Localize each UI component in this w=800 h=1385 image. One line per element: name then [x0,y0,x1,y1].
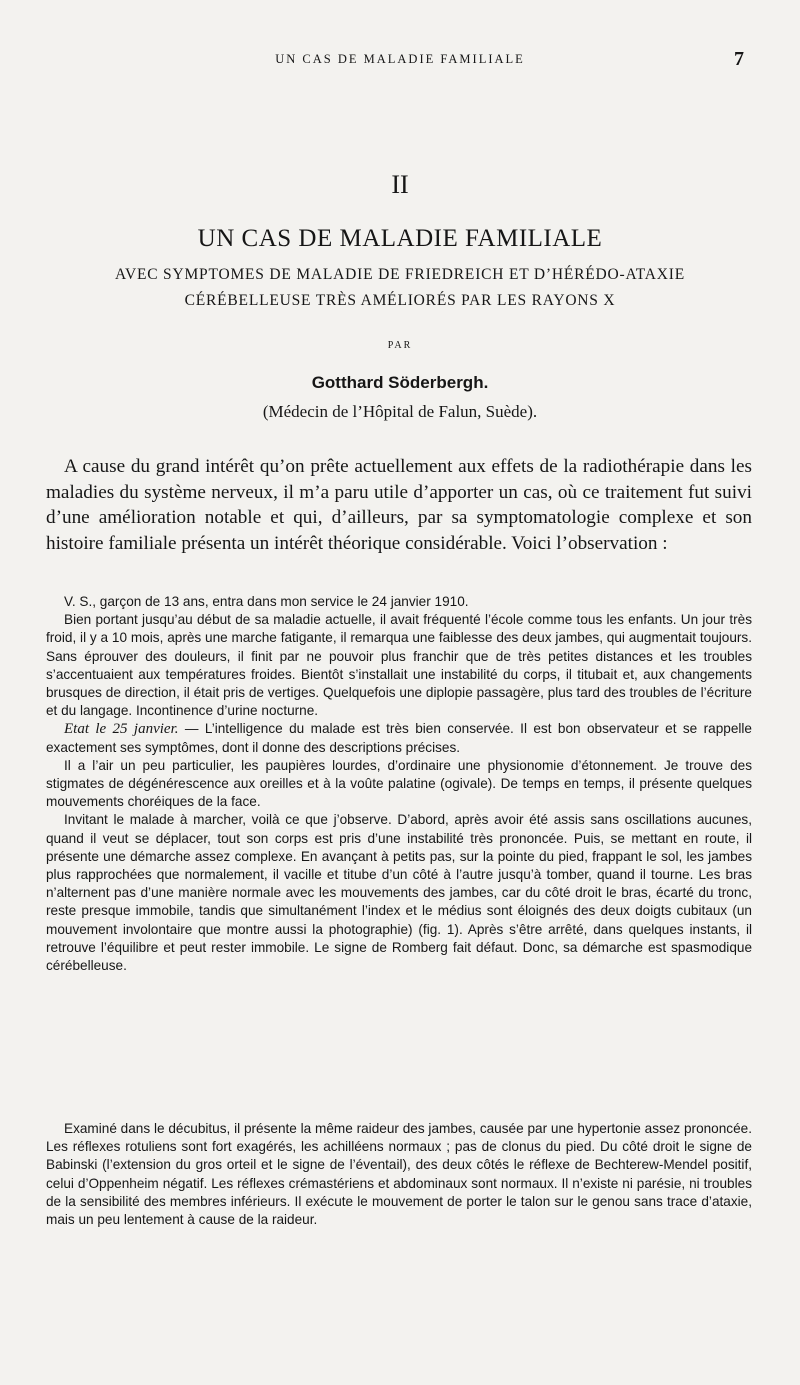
article-subtitle-line1: AVEC SYMPTOMES DE MALADIE DE FRIEDREICH ET D’HÉRÉDO-ATAXIE [114,266,685,283]
observation-paragraph-1: V. S., garçon de 13 ans, entra dans mon service le 24 janvier 1910. [64,594,469,609]
author-name: Gotthard Söderbergh. [311,373,489,392]
introduction [46,454,752,556]
observation-paragraph-2: Bien portant jusqu’au début de sa maladie actuelle, il avait fréquenté l’école comme tous les enfants. Un jour très froid, il y a 10 mois, après une marche fatigante, il remarqua une faiblesse des deux jambes, qui augmentait toujours. Sans éprouver des douleurs, il finit par ne pouvoir plus franchir que de très petites distances et les troubles s’accentuaient aux températures froides. Bientôt s’installait une instabilité du corps, il titubait et, aux changements brusques de direction, il était pris de vertiges. Quelquefois une diplopie passagère, plus tard des troubles de l’écriture et du langage. Incontinence d’urine nocturne. [46,612,752,719]
author-affiliation: (Médecin de l’Hôpital de Falun, Suède). [262,402,538,421]
article-subtitle-line2: CÉRÉBELLEUSE TRÈS AMÉLIORÉS PAR LES RAYONS X [184,292,616,309]
observation-block [46,593,752,975]
state-date-label: Etat le 25 janvier. [64,721,179,738]
running-head: UN CAS DE MALADIE FAMILIALE [275,52,525,66]
intro-paragraph: A cause du grand intérêt qu’on prête actuellement aux effets de la radiothérapie dans les maladies du système nerveux, il m’a paru utile d’apporter un cas, où ce traitement fut suivi d’une amélioration notable et qui, d’ailleurs, par sa symptomatologie complexe et son histoire familiale présenta un intérêt théorique considérable. Voici l’observation : [46,456,752,554]
observation-paragraph-4: Il a l’air un peu particulier, les paupières lourdes, d’ordinaire une physionomie d’étonnement. Je trouve des stigmates de dégénérescence aux oreilles et à la voûte palatine (ogivale). De temps en temps, il présente quelques mouvements choréiques de la face. [46,757,752,810]
section-number: II [391,170,409,199]
byline-par: PAR [387,340,413,351]
observation-paragraph-3 [46,720,752,756]
observation-paragraph-5: Invitant le malade à marcher, voilà ce que j’observe. D’abord, après avoir été assis sans oscillations aucunes, quand il veut se déplacer, tout son corps est pris d’une instabilité très prononcée. Puis, se mettant en route, il présente une démarche assez complexe. En avançant à petits pas, sur la pointe du pied, frappant le sol, les jambes plus rapprochées que normalement, il vacille et titube d’un côté à l’autre jusqu’à tomber, quand il tourne. Les bras n’alternent pas d’une manière normale avec les mouvements des jambes, car du côté droit le bras, écarté du tronc, reste presque immobile, tandis que simultanément l’index et le médius sont éloignés des deux doigts cubitaux (un mouvement involontaire que montre aussi la photographie) (fig. 1). Après s’être arrêté, dans quelques instants, il retrouve l’équilibre et peut rester immobile. Le signe de Romberg fait défaut. Donc, sa démarche est spasmodique cérébelleuse. [46,812,752,974]
article-title: UN CAS DE MALADIE FAMILIALE [197,225,603,252]
observation-paragraph-6: Examiné dans le décubitus, il présente la même raideur des jambes, causée par une hypertonie assez prononcée. Les réflexes rotuliens sont fort exagérés, les achilléens normaux ; pas de clonus du pied. Du côté droit le signe de Babinski (l’extension du gros orteil et le signe de l’éventail), des deux côtés le réflexe de Bechterew-Mendel positif, celui d’Oppenheim négatif. Les réflexes crémastériens et abdominaux sont normaux. Il n’existe ni parésie, ni troubles de la sensibilité des membres inférieurs. Il exécute le mouvement de porter le talon sur le genou sans trace d’ataxie, mais un peu lentement à cause de la raideur. [46,1121,752,1228]
examination-block [46,1120,752,1229]
state-text: — L’intelligence du malade est très bien conservée. Il est bon observateur et se rappelle exactement ses symptômes, dont il donne des descriptions précises. [46,721,752,755]
page-number: 7 [734,48,744,70]
